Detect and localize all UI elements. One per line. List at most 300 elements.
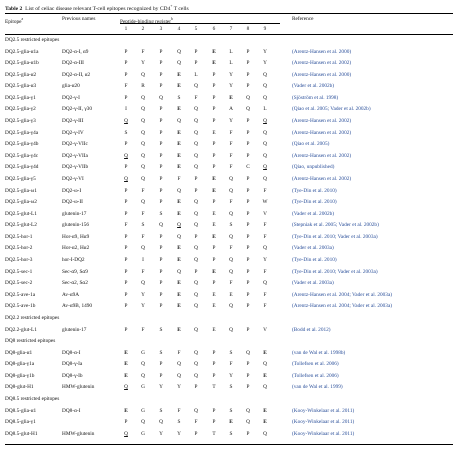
position-header-5: 5	[194, 26, 198, 32]
residue-p2: Q	[141, 129, 145, 136]
caption-text: List of celiac disease relevant T-cell epitopes recognized by CD4	[25, 5, 171, 12]
residue-p9: E	[263, 349, 267, 356]
residue-p7: A	[229, 106, 233, 113]
reference-link[interactable]: (Vader et al. 2002b)	[292, 210, 335, 217]
residue-p8: C	[246, 164, 250, 171]
residue-p8: Q	[246, 106, 250, 113]
residue-p2: Y	[141, 291, 145, 298]
residue-p5: Q	[194, 280, 198, 287]
residue-p2: Y	[141, 303, 145, 310]
residue-p1: Q	[124, 430, 128, 437]
reference-link[interactable]: (Qiao et al. 2005; Vader et al. 2002b)	[292, 106, 371, 113]
reference-link[interactable]: (Tye-Din et al. 2010)	[292, 199, 337, 206]
residue-p4: Q	[177, 48, 181, 55]
caption-suffix: T cells	[172, 5, 189, 12]
previous-name: HMW-glutenin	[62, 430, 95, 437]
residue-p7: L	[229, 60, 233, 67]
residue-p7: Y	[229, 372, 233, 379]
header-registers: Peptide-binding register$^b$	[120, 17, 173, 25]
residue-p9: F	[263, 233, 267, 240]
residue-p1: Q	[124, 152, 128, 159]
position-header-2: 2	[141, 26, 145, 32]
reference-link[interactable]: (Tye-Din et al. 2010; Vader et al. 2003a)	[292, 268, 378, 275]
residue-p4: E	[177, 303, 181, 310]
position-header-8: 8	[246, 26, 250, 32]
residue-p9: F	[263, 303, 267, 310]
reference-link[interactable]: (Tye-Din et al. 2010)	[292, 187, 337, 194]
residue-p5: Q	[194, 106, 198, 113]
residue-p3: P	[159, 175, 163, 182]
residue-p8: P	[246, 233, 250, 240]
residue-p7: Y	[229, 83, 233, 90]
residue-p4: Q	[177, 222, 181, 229]
residue-p8: Q	[246, 407, 250, 414]
reference-link[interactable]: (Tollefsen et al. 2006)	[292, 361, 339, 368]
residue-p9: Q	[263, 175, 267, 182]
epitope-name: DQ2.5-hor-3	[5, 257, 33, 264]
epitope-name: DQ2.2-glut-L1	[5, 326, 37, 333]
residue-p6: P	[212, 407, 216, 414]
residue-p8: P	[246, 245, 250, 252]
residue-p1: F	[124, 222, 128, 229]
residue-p2: Q	[141, 106, 145, 113]
residue-p1: S	[124, 129, 128, 136]
residue-p7: F	[229, 164, 233, 171]
residue-p4: F	[177, 349, 181, 356]
residue-p1: P	[124, 94, 128, 101]
residue-p2: Q	[141, 175, 145, 182]
residue-p1: Q	[124, 175, 128, 182]
residue-p4: Q	[177, 361, 181, 368]
residue-p9: Q	[263, 141, 267, 148]
residue-p9: Q	[263, 152, 267, 159]
residue-p2: R	[141, 83, 145, 90]
residue-p8: P	[246, 152, 250, 159]
residue-p4: Q	[177, 233, 181, 240]
reference-link[interactable]: (Stepniak et al. 2005; Vader et al. 2002b)	[292, 222, 379, 229]
residue-p2: Q	[141, 141, 145, 148]
residue-p8: P	[246, 71, 250, 78]
residue-p6: E	[212, 326, 216, 333]
residue-p3: P	[159, 199, 163, 206]
residue-p2: Q	[141, 164, 145, 171]
previous-name: DQ2-γ-IV	[62, 129, 84, 136]
residue-p2: Q	[141, 372, 145, 379]
residue-p3: P	[159, 48, 163, 55]
residue-p4: Y	[177, 384, 181, 391]
residue-p1: F	[124, 83, 128, 90]
reference-link[interactable]: (Arentz-Hansen et al. 2000)	[292, 71, 352, 78]
residue-p2: F	[141, 326, 145, 333]
residue-p5: P	[194, 268, 198, 275]
residue-p9: Q	[263, 361, 267, 368]
residue-p4: S	[177, 419, 181, 426]
residue-p3: P	[159, 71, 163, 78]
residue-p4: E	[177, 83, 181, 90]
residue-p1: P	[124, 233, 128, 240]
residue-p5: Q	[194, 326, 198, 333]
header-reference: Reference	[292, 16, 314, 22]
epitope-name: DQ2.5-glia-γ5	[5, 175, 36, 182]
residue-p2: Y	[141, 60, 145, 67]
residue-p8: Q	[246, 94, 250, 101]
residue-p5: Q	[194, 349, 198, 356]
epitope-name: DQ8-glia-γ1b	[5, 372, 35, 379]
residue-p7: S	[229, 430, 233, 437]
residue-p7: Q	[229, 257, 233, 264]
residue-p6: P	[212, 419, 216, 426]
previous-name: Av-α9B, 1490	[62, 303, 93, 310]
residue-p5: Q	[194, 129, 198, 136]
position-header-6: 6	[212, 26, 216, 32]
previous-name: DQ8-γ-Ib	[62, 372, 83, 379]
residue-p9: W	[262, 199, 268, 206]
reference-link[interactable]: (Arentz-Hansen et al. 2000)	[292, 48, 352, 55]
residue-p9: F	[263, 291, 267, 298]
residue-p2: I	[142, 257, 144, 264]
residue-p1: P	[124, 291, 128, 298]
epitope-name: DQ2.5-hor-1	[5, 233, 33, 240]
residue-p2: Q	[141, 152, 145, 159]
residue-p4: E	[177, 291, 181, 298]
reference-link[interactable]: (Arentz-Hansen et al. 2002)	[292, 175, 352, 182]
residue-p6: P	[212, 141, 216, 148]
residue-p6: T	[212, 430, 216, 437]
residue-p1: P	[124, 187, 128, 194]
epitope-name: DQ2.5-glut-L1	[5, 210, 37, 217]
residue-p6: P	[212, 257, 216, 264]
residue-p9: Q	[263, 118, 267, 125]
residue-p9: L	[263, 106, 267, 113]
previous-name: DQ2-α-II, α2	[62, 71, 91, 78]
residue-p3: P	[159, 164, 163, 171]
residue-p6: P	[212, 118, 216, 125]
residue-p2: F	[141, 233, 145, 240]
residue-p4: E	[177, 164, 181, 171]
residue-p7: E	[229, 419, 233, 426]
epitope-name: DQ2.5-glut-L2	[5, 222, 37, 229]
residue-p9: Q	[263, 164, 267, 171]
residue-p9: Y	[263, 257, 267, 264]
residue-p6: E	[212, 291, 216, 298]
residue-p8: P	[246, 187, 250, 194]
residue-p3: P	[159, 187, 163, 194]
residue-p4: Q	[177, 60, 181, 67]
epitope-name: DQ2.5-sec-2	[5, 280, 33, 287]
residue-p6: P	[212, 71, 216, 78]
reference-link[interactable]: (van de Wal et al. 1998b)	[292, 349, 346, 356]
header-epitope: Epitope$^a$	[5, 17, 24, 25]
residue-p2: F	[141, 48, 145, 55]
residue-p2: S	[141, 222, 145, 229]
residue-p9: V	[263, 210, 267, 217]
residue-p5: P	[194, 60, 198, 67]
residue-p5: P	[194, 233, 198, 240]
residue-p7: L	[229, 48, 233, 55]
reference-link[interactable]: (Bodd et al. 2012)	[292, 326, 331, 333]
previous-name: DQ2-γ-III	[62, 118, 84, 125]
residue-p7: F	[229, 199, 233, 206]
residue-p6: P	[212, 280, 216, 287]
residue-p3: S	[159, 210, 163, 217]
previous-name: glutenin-17	[62, 210, 87, 217]
reference-link[interactable]: (Sjöström et al. 1998)	[292, 94, 339, 101]
residue-p5: F	[194, 94, 198, 101]
epitope-name: DQ8-glia-α1	[5, 349, 33, 356]
residue-p9: F	[263, 268, 267, 275]
residue-p7: Q	[229, 326, 233, 333]
residue-p1: E	[124, 349, 128, 356]
residue-p1: P	[124, 303, 128, 310]
residue-p6: E	[212, 175, 216, 182]
reference-link[interactable]: (Vader et al. 2002b)	[292, 83, 335, 90]
section-heading: DQ2.2 restricted epitopes	[5, 314, 60, 321]
reference-link[interactable]: (Kooy-Winkelaar et al. 2011)	[292, 407, 355, 414]
epitope-name: DQ2.5-glia-α2	[5, 71, 37, 78]
residue-p9: Q	[263, 280, 267, 287]
residue-p7: F	[229, 361, 233, 368]
residue-p7: E	[229, 291, 233, 298]
residue-p8: P	[246, 280, 250, 287]
residue-p4: S	[177, 94, 181, 101]
residue-p8: P	[246, 303, 250, 310]
position-header-7: 7	[229, 26, 233, 32]
residue-p2: F	[141, 210, 145, 217]
residue-p9: V	[263, 326, 267, 333]
residue-p6: P	[212, 245, 216, 252]
residue-p4: Y	[177, 430, 181, 437]
residue-p6: P	[212, 164, 216, 171]
header-rule	[5, 34, 453, 35]
residue-p5: Q	[194, 407, 198, 414]
residue-p4: F	[177, 175, 181, 182]
position-header-9: 9	[263, 26, 267, 32]
residue-p5: P	[194, 48, 198, 55]
residue-p8: P	[246, 430, 250, 437]
residue-p4: E	[177, 129, 181, 136]
residue-p3: P	[159, 361, 163, 368]
reference-link[interactable]: (Kooy-Winkelaar et al. 2011)	[292, 419, 355, 426]
residue-p6: E	[212, 129, 216, 136]
residue-p2: Q	[141, 245, 145, 252]
residue-p8: P	[246, 210, 250, 217]
table-label: Table 2	[5, 5, 23, 12]
epitope-name: DQ2.5-hor-2	[5, 245, 33, 252]
residue-p4: Q	[177, 268, 181, 275]
residue-p9: Q	[263, 83, 267, 90]
epitope-name: DQ8-glut-H1	[5, 384, 34, 391]
residue-p7: F	[229, 152, 233, 159]
epitope-name: DQ2.5-glia-γ4b	[5, 141, 39, 148]
residue-p6: E	[212, 268, 216, 275]
previous-name: DQ2-γ-VIIc	[62, 141, 88, 148]
residue-p5: P	[194, 187, 198, 194]
residue-p8: P	[246, 222, 250, 229]
residue-p6: E	[212, 210, 216, 217]
residue-p5: Q	[194, 372, 198, 379]
residue-p3: Q	[159, 419, 163, 426]
residue-p3: P	[159, 280, 163, 287]
epitope-name: DQ2.5-glia-γ3	[5, 118, 36, 125]
residue-p3: Q	[159, 94, 163, 101]
epitope-name: DQ8.5-glia-α1	[5, 407, 37, 414]
residue-p3: P	[159, 141, 163, 148]
residue-p6: P	[212, 152, 216, 159]
epitope-name: DQ8-glia-γ1a	[5, 361, 35, 368]
residue-p3: Y	[159, 384, 163, 391]
residue-p7: E	[229, 94, 233, 101]
epitope-name: DQ2.5-glia-γ2	[5, 106, 36, 113]
residue-p9: E	[263, 407, 267, 414]
epitope-name: DQ2.5-glia-γ4a	[5, 129, 39, 136]
residue-p2: G	[141, 384, 145, 391]
reference-link[interactable]: (Arentz-Hansen et al. 2004; Vader et al. 2003a)	[292, 291, 393, 298]
epitope-name: DQ8.5-glut-H1	[5, 430, 38, 437]
section-heading: DQ8 restricted epitopes	[5, 338, 56, 345]
residue-p5: F	[194, 419, 198, 426]
residue-p5: Q	[194, 164, 198, 171]
residue-p1: Q	[124, 384, 128, 391]
residue-p1: E	[124, 407, 128, 414]
residue-p2: F	[141, 187, 145, 194]
header-previous-names: Previous names	[62, 16, 96, 22]
reference-link[interactable]: (Arentz-Hansen et al. 2002)	[292, 152, 352, 159]
reference-link[interactable]: (Arentz-Hansen et al. 2004; Vader et al. 2003a)	[292, 303, 393, 310]
previous-name: glutenin-156	[62, 222, 90, 229]
residue-p7: F	[229, 280, 233, 287]
residue-p3: P	[159, 291, 163, 298]
previous-name: Sec-α9, Sα9	[62, 268, 88, 275]
reference-link[interactable]: (Arentz-Hansen et al. 2002)	[292, 129, 352, 136]
residue-p5: P	[194, 384, 198, 391]
residue-p4: E	[177, 199, 181, 206]
previous-name: Hor-α2, Hα2	[62, 245, 90, 252]
previous-name: DQ8-α-I	[62, 407, 81, 414]
epitope-name: DQ2.5-glia-γ1	[5, 94, 36, 101]
residue-p1: I	[125, 106, 127, 113]
epitope-name: DQ2.5-glia-ω1	[5, 187, 37, 194]
residue-p4: E	[177, 71, 181, 78]
residue-p7: Y	[229, 118, 233, 125]
residue-p8: P	[246, 361, 250, 368]
residue-p9: Q	[263, 129, 267, 136]
residue-p3: Q	[159, 222, 163, 229]
residue-p4: E	[177, 141, 181, 148]
residue-p1: P	[124, 164, 128, 171]
reference-link[interactable]: (Arentz-Hansen et al. 2002)	[292, 118, 352, 125]
previous-name: DQ2-α-III	[62, 60, 84, 67]
previous-name: HMW-glutenin	[62, 384, 95, 391]
residue-p1: P	[124, 210, 128, 217]
position-header-3: 3	[159, 26, 163, 32]
residue-p9: Q	[263, 245, 267, 252]
residue-p8: P	[246, 175, 250, 182]
residue-p5: Q	[194, 291, 198, 298]
reference-link[interactable]: (Vader et al. 2003a)	[292, 280, 334, 287]
residue-p1: E	[124, 361, 128, 368]
residue-p6: P	[212, 349, 216, 356]
residue-p2: F	[141, 268, 145, 275]
previous-name: glia-α20	[62, 83, 80, 90]
residue-p2: Q	[141, 419, 145, 426]
residue-p3: P	[159, 118, 163, 125]
reference-link[interactable]: (van de Wal et al. 1999)	[292, 384, 343, 391]
residue-p6: P	[212, 372, 216, 379]
position-header-1: 1	[124, 26, 128, 32]
residue-p3: S	[159, 407, 163, 414]
reference-link[interactable]: (Tollefsen et al. 2006)	[292, 372, 339, 379]
reference-link[interactable]: (Arentz-Hansen et al. 2002)	[292, 60, 352, 67]
epitope-name: DQ2.5-sec-1	[5, 268, 33, 275]
residue-p2: Q	[141, 199, 145, 206]
residue-p3: P	[159, 60, 163, 67]
residue-p7: Y	[229, 71, 233, 78]
reference-link[interactable]: (Vader et al. 2003a)	[292, 245, 334, 252]
residue-p9: E	[263, 372, 267, 379]
residue-p7: Q	[229, 210, 233, 217]
previous-name: DQ2-γ-II, γ30	[62, 106, 92, 113]
residue-p7: F	[229, 129, 233, 136]
residue-p9: Q	[263, 71, 267, 78]
residue-p1: P	[124, 326, 128, 333]
residue-p5: P	[194, 175, 198, 182]
residue-p6: E	[212, 187, 216, 194]
reference-link[interactable]: (Tye-Din et al. 2010)	[292, 257, 337, 264]
previous-name: DQ2-ω-I	[62, 187, 82, 194]
previous-name: DQ2-ω-II	[62, 199, 83, 206]
residue-p5: Q	[194, 152, 198, 159]
section-heading: DQ8.5 restricted epitopes	[5, 395, 60, 402]
residue-p7: F	[229, 245, 233, 252]
residue-p7: Q	[229, 175, 233, 182]
residue-p7: Q	[229, 303, 233, 310]
residue-p8: P	[246, 199, 250, 206]
previous-name: hor-I-DQ2	[62, 257, 85, 264]
previous-name: DQ2-α-I, α9	[62, 48, 89, 55]
previous-name: Sec-α2, Sα2	[62, 280, 88, 287]
reference-link[interactable]: (Kooy-Winkelaar et al. 2011)	[292, 430, 355, 437]
residue-p6: P	[212, 361, 216, 368]
residue-p7: S	[229, 349, 233, 356]
residue-p5: P	[194, 430, 198, 437]
residue-p1: Q	[124, 118, 128, 125]
residue-p8: P	[246, 268, 250, 275]
residue-p9: Y	[263, 60, 267, 67]
residue-p7: F	[229, 141, 233, 148]
residue-p8: P	[246, 48, 250, 55]
residue-p9: Y	[263, 48, 267, 55]
residue-p3: S	[159, 349, 163, 356]
residue-p4: E	[177, 280, 181, 287]
residue-p4: E	[177, 245, 181, 252]
residue-p6: E	[212, 60, 216, 67]
residue-p5: Q	[194, 245, 198, 252]
residue-p6: P	[212, 94, 216, 101]
residue-p1: P	[124, 48, 128, 55]
previous-name: DQ8-γ-Ia	[62, 361, 83, 368]
residue-p3: P	[159, 129, 163, 136]
residue-p5: Q	[194, 361, 198, 368]
reference-link[interactable]: (Qiao, unpublished)	[292, 164, 335, 171]
reference-link[interactable]: (Qiao et al. 2005)	[292, 141, 330, 148]
residue-p5: Q	[194, 210, 198, 217]
residue-p5: Q	[194, 303, 198, 310]
epitope-name: DQ2.5-glia-γ4c	[5, 152, 39, 159]
residue-p2: Q	[141, 361, 145, 368]
residue-p1: P	[124, 245, 128, 252]
residue-p9: F	[263, 187, 267, 194]
reference-link[interactable]: (Tye-Din et al. 2010; Vader et al. 2003a)	[292, 233, 378, 240]
